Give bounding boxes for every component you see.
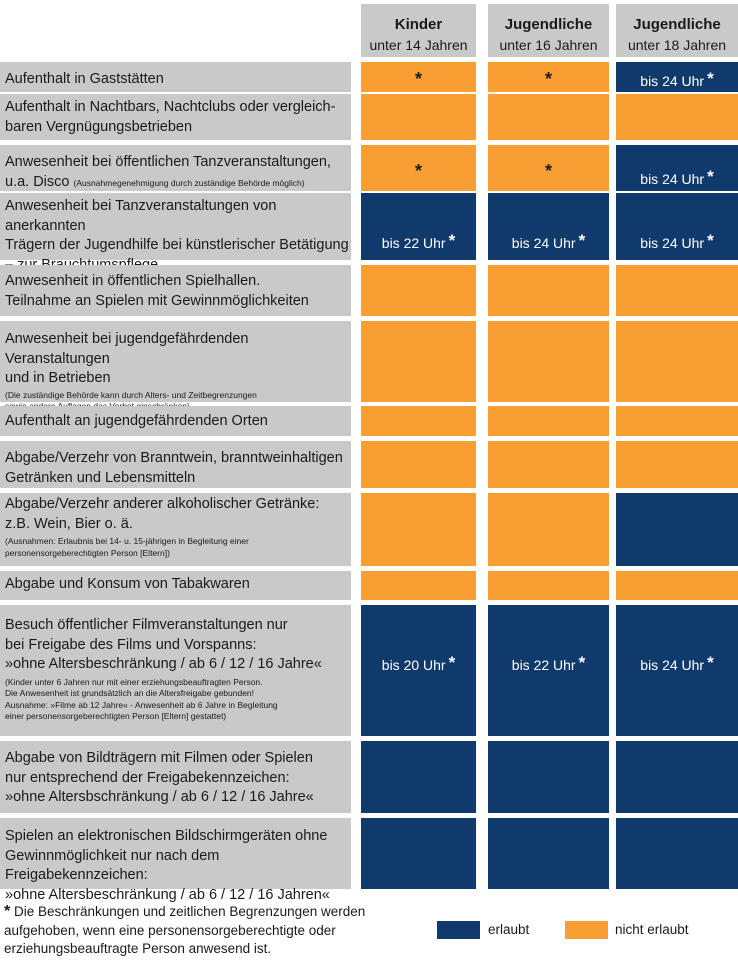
row-label-text: Abgabe/Verzehr von Branntwein, branntweinhaltigen xyxy=(5,450,343,466)
footnote-line: Die Beschränkungen und zeitlichen Begrenzungen werden xyxy=(14,904,366,919)
asterisk: * xyxy=(578,231,586,250)
cell-jugend16 xyxy=(488,441,609,488)
row-label-text: Gewinnmöglichkeit nur nach dem Freigabekennzeichen: xyxy=(5,847,220,883)
row-label-text: Abgabe von Bildträgern mit Filmen oder Spielen xyxy=(5,750,313,766)
time-limit: bis 24 Uhr xyxy=(511,235,576,251)
cell-jugend16 xyxy=(488,493,609,566)
row-label-text: Anwesenheit in öffentlichen Spielhallen. xyxy=(5,273,261,289)
column-title: Jugendliche xyxy=(633,16,721,33)
cell-jugend18 xyxy=(616,441,738,488)
row-note: einer personensorgeberechtigten Person [Eltern] gestattet) xyxy=(5,711,227,721)
column-subtitle: unter 16 Jahren xyxy=(499,37,598,53)
cell-kinder xyxy=(361,145,476,191)
row-label-brauchtumspflege xyxy=(0,193,351,260)
footnote xyxy=(4,903,404,959)
cell-kinder xyxy=(361,321,476,402)
time-limit: bis 22 Uhr xyxy=(511,657,576,673)
cell-kinder xyxy=(361,571,476,600)
row-label-text: Aufenthalt in Gaststätten xyxy=(5,71,164,87)
time-limit: bis 24 Uhr xyxy=(640,171,705,187)
cell-jugend16 xyxy=(488,193,609,260)
row-label-jugendgefaehrdende-veranstaltungen xyxy=(0,321,351,402)
cell-kinder xyxy=(361,493,476,566)
row-label-text: und in Betrieben xyxy=(5,370,111,386)
row-label-alkoholische-getraenke xyxy=(0,493,351,566)
cell-jugend16 xyxy=(488,94,609,140)
cell-kinder xyxy=(361,62,476,92)
column-header-jugendliche-16 xyxy=(488,4,609,57)
row-label-text: Abgabe und Konsum von Tabakwaren xyxy=(5,576,250,592)
asterisk: * xyxy=(414,161,423,181)
row-label-text: Spielen an elektronischen Bildschirmgeräten ohne xyxy=(5,828,328,844)
footnote-line: aufgehoben, wenn eine personensorgeberechtigte oder xyxy=(4,922,336,938)
time-limit: bis 24 Uhr xyxy=(640,657,705,673)
asterisk: * xyxy=(578,653,586,672)
row-note: (Ausnahmen: Erlaubnis bei 14- u. 15-jährigen in Begleitung einer xyxy=(5,536,249,546)
cell-jugend18 xyxy=(616,493,738,566)
column-title: Kinder xyxy=(394,16,443,33)
row-label-text: Teilnahme an Spielen mit Gewinnmöglichkeiten xyxy=(5,292,309,309)
row-label-spielhallen xyxy=(0,265,351,316)
asterisk: * xyxy=(414,69,423,89)
cell-jugend18 xyxy=(616,321,738,402)
asterisk: * xyxy=(544,69,553,89)
cell-jugend18 xyxy=(616,193,738,260)
asterisk: * xyxy=(448,231,456,250)
legend-label-allowed: erlaubt xyxy=(488,922,530,937)
cell-jugend18 xyxy=(616,145,738,191)
column-header-kinder xyxy=(361,4,476,57)
cell-kinder xyxy=(361,193,476,260)
footnote-line: erziehungsbeauftragte Person anwesend ist. xyxy=(4,941,272,956)
cell-jugend16 xyxy=(488,818,609,889)
row-label-text: Anwesenheit bei Tanzveranstaltungen von anerkannten xyxy=(5,198,277,234)
cell-kinder xyxy=(361,741,476,813)
time-limit: bis 24 Uhr xyxy=(640,235,705,251)
cell-kinder xyxy=(361,441,476,488)
cell-kinder xyxy=(361,94,476,140)
row-note: personensorgeberechtigten Person [Eltern]) xyxy=(5,547,170,558)
cell-jugend18 xyxy=(616,741,738,813)
row-label-text: Getränken und Lebensmitteln xyxy=(5,469,196,486)
column-title: Jugendliche xyxy=(504,16,593,33)
row-note: Ausnahme: »Filme ab 12 Jahre« - Anwesenheit ab 6 Jahre in Begleitung xyxy=(5,699,278,710)
cell-jugend16 xyxy=(488,62,609,92)
row-label-nachtbars xyxy=(0,94,351,140)
cell-kinder xyxy=(361,406,476,436)
footnote-star: * xyxy=(4,903,11,920)
row-label-text: Trägern der Jugendhilfe bei künstlerischer Betätigung xyxy=(5,237,349,253)
cell-jugend18 xyxy=(616,94,738,140)
row-label-text: »ohne Altersbschränkung / ab 6 / 12 / 16 Jahre« xyxy=(5,789,314,805)
row-label-text: »ohne Altersbeschränkung / ab 6 / 12 / 16 Jahre« xyxy=(5,656,322,672)
time-limit: bis 24 Uhr xyxy=(640,73,705,89)
asterisk: * xyxy=(707,167,714,186)
asterisk: * xyxy=(448,653,456,672)
row-label-text: Abgabe/Verzehr anderer alkoholischer Getränke: xyxy=(5,496,320,512)
column-header-jugendliche-18 xyxy=(616,4,738,57)
cell-jugend18 xyxy=(616,265,738,316)
legend-swatch-not-allowed xyxy=(565,921,608,939)
cell-jugend16 xyxy=(488,605,609,736)
asterisk: * xyxy=(707,653,714,672)
row-label-tanzveranstaltungen xyxy=(0,145,351,191)
row-label-branntwein xyxy=(0,441,351,488)
asterisk: * xyxy=(707,231,714,250)
row-note: Die Anwesenheit ist grundsätzlich an die Altersfreigabe gebunden! xyxy=(5,688,255,698)
cell-jugend16 xyxy=(488,321,609,402)
column-subtitle: unter 14 Jahren xyxy=(369,37,468,53)
cell-jugend18 xyxy=(616,571,738,600)
row-label-bildschirmgeraete xyxy=(0,818,351,903)
column-subtitle: unter 18 Jahren xyxy=(627,37,727,53)
row-label-text: Anwesenheit bei öffentlichen Tanzveranstaltungen, xyxy=(5,154,331,170)
row-label-text: nur entsprechend der Freigabekennzeichen: xyxy=(5,769,290,786)
row-label-tabakwaren xyxy=(0,571,351,600)
legend-label-not-allowed: nicht erlaubt xyxy=(615,922,689,937)
row-label-text: Aufenthalt an jugendgefährdenden Orten xyxy=(5,413,268,429)
cell-jugend16 xyxy=(488,741,609,813)
asterisk: * xyxy=(544,161,553,181)
row-label-text: u.a. Disco xyxy=(5,173,70,190)
row-label-text: bei Freigabe des Films und Vorspanns: xyxy=(5,636,257,653)
row-label-jugendgefaehrdende-orte xyxy=(0,406,351,436)
row-label-text: Anwesenheit bei jugendgefährdenden Veranstaltungen xyxy=(5,331,249,367)
asterisk: * xyxy=(707,69,714,88)
legend-swatch-allowed xyxy=(437,921,480,939)
row-note: (Kinder unter 6 Jahren nur mit einer erziehungsbeauftragten Person. xyxy=(5,676,263,687)
cell-jugend16 xyxy=(488,406,609,436)
time-limit: bis 22 Uhr xyxy=(381,235,446,251)
cell-jugend16 xyxy=(488,571,609,600)
row-label-gaststaetten xyxy=(0,62,351,92)
row-note: (Die zuständige Behörde kann durch Alters- und Zeitbegrenzungen xyxy=(5,389,257,400)
cell-kinder xyxy=(361,818,476,889)
row-label-text: Besuch öffentlicher Filmveranstaltungen nur xyxy=(5,617,288,633)
cell-kinder xyxy=(361,605,476,736)
cell-jugend16 xyxy=(488,145,609,191)
cell-jugend18 xyxy=(616,62,738,92)
row-label-text: »ohne Altersbeschränkung / ab 6 / 12 / 16 Jahren« xyxy=(5,886,330,903)
time-limit: bis 20 Uhr xyxy=(381,657,446,673)
cell-jugend16 xyxy=(488,265,609,316)
row-label-text: Aufenthalt in Nachtbars, Nachtclubs oder vergleich- xyxy=(5,99,336,115)
row-label-bildtraeger xyxy=(0,741,351,813)
cell-kinder xyxy=(361,265,476,316)
cell-jugend18 xyxy=(616,406,738,436)
row-label-filmveranstaltungen xyxy=(0,605,351,736)
cell-jugend18 xyxy=(616,605,738,736)
row-label-text: z.B. Wein, Bier o. ä. xyxy=(5,515,133,532)
cell-jugend18 xyxy=(616,818,738,889)
row-label-text: baren Vergnügungsbetrieben xyxy=(5,118,193,135)
row-note: (Ausnahmegenehmigung durch zuständige Behörde möglich) xyxy=(73,177,305,188)
